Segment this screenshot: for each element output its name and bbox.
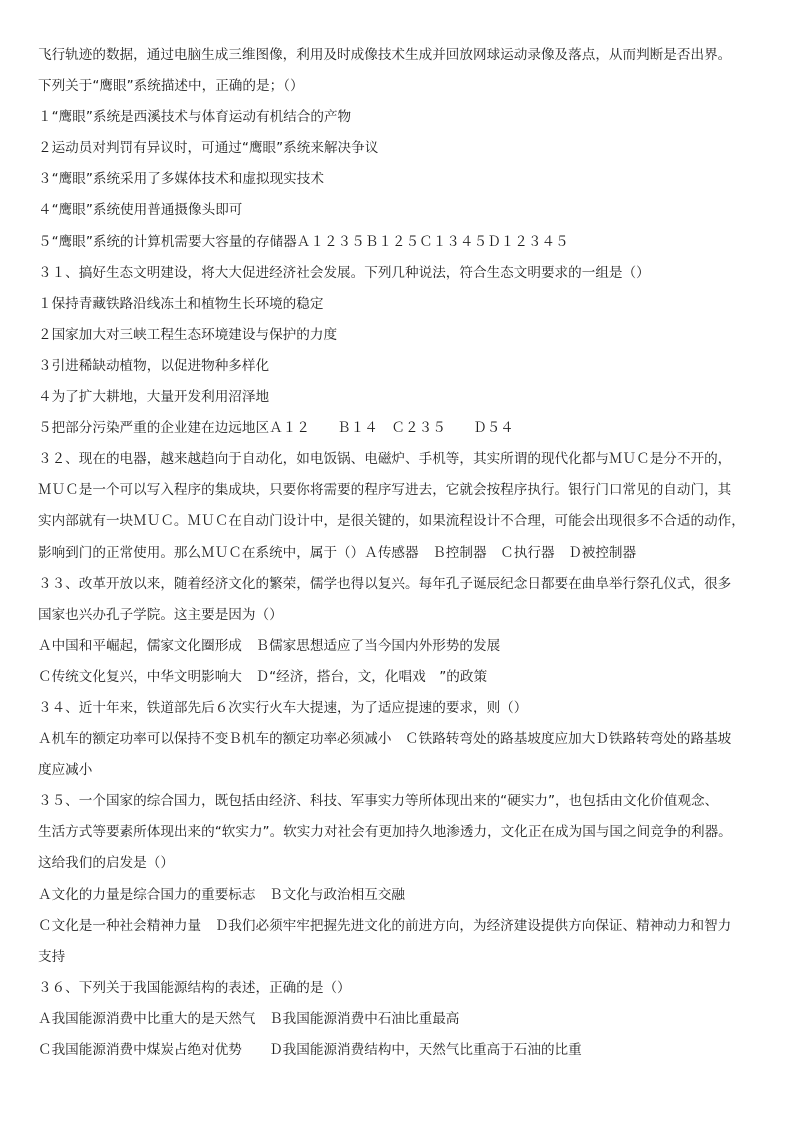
text-line: 度应减小: [38, 762, 93, 779]
document-body: [38, 40, 762, 1066]
text-line: 国家也兴办孔子学院。这主要是因为（）: [38, 606, 283, 623]
text-line: Ｃ传统文化复兴，中华文明影响大 Ｄ“经济，搭台，文，化唱戏 ”的政策: [38, 668, 488, 685]
text-line: 飞行轨迹的数据，通过电脑生成三维图像，利用及时成像技术生成并回放网球运动录像及落点，从而判断是否出界。: [38, 47, 732, 63]
text-line: ２运动员对判罚有异议时，可通过“鹰眼”系统来解决争议: [38, 140, 379, 157]
question-32-line: ３２、现在的电器，越来越趋向于自动化，如电饭锅、电磁炉、手机等，其实所谓的现代化都与ＭＵＣ是分不开的，: [38, 451, 732, 468]
text-line: 生活方式等要素所体现出来的“软实力”。软实力对社会有更加持久地渗透力，文化正在成为国与国之间竞争的利器。: [38, 824, 732, 841]
question-35-line: ３５、一个国家的综合国力，既包括由经济、科技、军事实力等所体现出来的“硬实力”，也包括由文化价值观念、: [38, 793, 719, 810]
text-line: ４为了扩大耕地，大量开发利用沼泽地: [38, 389, 270, 406]
text-line: １保持青藏铁路沿线冻土和植物生长环境的稳定: [38, 295, 324, 312]
question-33-line: ３３、改革开放以来，随着经济文化的繁荣，儒学也得以复兴。每年孔子诞辰纪念日都要在曲阜举行祭孔仪式，很多: [38, 575, 732, 592]
text-line: 实内部就有一块ＭＵＣ。ＭＵＣ在自动门设计中，是很关键的，如果流程设计不合理，可能会出现很多不合适的动作，: [38, 513, 745, 530]
text-line: ５把部分污染严重的企业建在边远地区Ａ１２ Ｂ１４ Ｃ２３５ Ｄ５４: [38, 420, 514, 437]
question-36-line: ３６、下列关于我国能源结构的表述，正确的是（）: [38, 979, 351, 996]
text-line: １“鹰眼”系统是西溪技术与体育运动有机结合的产物: [38, 109, 352, 126]
text-line: Ｃ我国能源消费中煤炭占绝对优势 Ｄ我国能源消费结构中，天然气比重高于石油的比重: [38, 1042, 582, 1058]
text-line: Ｃ文化是一种社会精神力量 Ｄ我们必须牢牢把握先进文化的前进方向，为经济建设提供方向保证、精神动力和智力: [38, 917, 732, 934]
text-line: 这给我们的启发是（）: [38, 855, 174, 872]
text-line: ＭＵＣ是一个可以写入程序的集成块，只要你将需要的程序写进去，它就会按程序执行。银行门口常见的自动门，其: [38, 482, 732, 499]
question-34-line: ３４、近十年来，铁道部先后６次实行火车大提速，为了适应提速的要求，则（）: [38, 699, 528, 716]
text-line: Ａ中国和平崛起，儒家文化圈形成 Ｂ儒家思想适应了当今国内外形势的发展: [38, 637, 501, 654]
text-line: ３“鹰眼”系统采用了多媒体技术和虚拟现实技术: [38, 171, 324, 188]
text-line: Ａ机车的额定功率可以保持不变Ｂ机车的额定功率必须减小 Ｃ铁路转弯处的路基坡度应加大Ｄ铁路转弯处的路基坡: [38, 731, 732, 748]
text-line: 支持: [38, 948, 66, 965]
text-line: Ａ文化的力量是综合国力的重要标志 Ｂ文化与政治相互交融: [38, 886, 406, 903]
text-line: 下列关于“鹰眼”系统描述中，正确的是；（）: [38, 78, 304, 95]
text-line: ２国家加大对三峡工程生态环境建设与保护的力度: [38, 326, 338, 343]
text-line: Ａ我国能源消费中比重大的是天然气 Ｂ我国能源消费中石油比重最高: [38, 1010, 460, 1027]
text-line: 影响到门的正常使用。那么ＭＵＣ在系统中，属于（）Ａ传感器 Ｂ控制器 Ｃ执行器 Ｄ被控制器: [38, 544, 637, 561]
text-line: ４“鹰眼”系统使用普通摄像头即可: [38, 202, 243, 219]
question-31-line: ３１、搞好生态文明建设，将大大促进经济社会发展。下列几种说法，符合生态文明要求的一组是（）: [38, 264, 650, 281]
text-line: ３引进稀缺动植物，以促进物种多样化: [38, 357, 270, 374]
text-line: ５“鹰眼”系统的计算机需要大容量的存储器Ａ１２３５Ｂ１２５Ｃ１３４５Ｄ１２３４５: [38, 233, 569, 250]
